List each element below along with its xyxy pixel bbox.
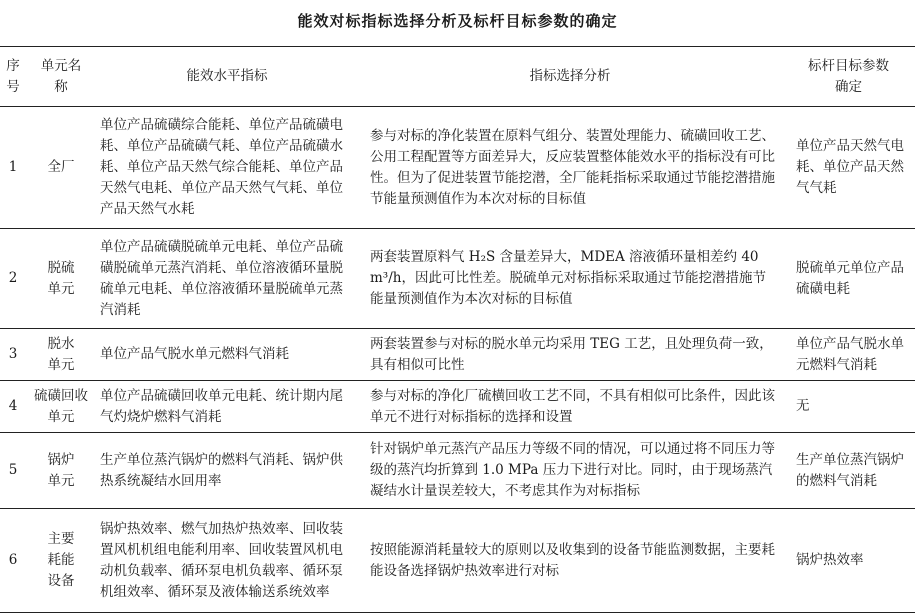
row-analysis: 按照能源消耗量较大的原则以及收集到的设备节能监测数据，主要耗能设备选择锅炉热效率进行对标 — [358, 509, 782, 613]
table-row — [0, 509, 915, 613]
row-no: 4 — [0, 381, 26, 433]
table-row — [0, 107, 915, 229]
header-no: 序号 — [0, 47, 26, 107]
row-no: 5 — [0, 433, 26, 509]
row-target: 无 — [782, 381, 915, 433]
table-row — [0, 329, 915, 381]
row-analysis: 针对锅炉单元蒸汽产品压力等级不同的情况，可以通过将不同压力等级的蒸汽均折算到 1.0 MPa 压力下进行对比。同时，由于现场蒸汽凝结水计量误差较大，不考虑其作为对标指标 — [358, 433, 782, 509]
row-no: 6 — [0, 509, 26, 613]
header-indicator: 能效水平指标 — [96, 47, 358, 107]
row-target: 单位产品气脱水单元燃料气消耗 — [782, 329, 915, 381]
row-indicator: 单位产品硫磺回收单元电耗、统计期内尾气灼烧炉燃料气消耗 — [96, 381, 358, 433]
row-unit: 全厂 — [26, 107, 96, 229]
table-row — [0, 381, 915, 433]
row-analysis: 两套装置参与对标的脱水单元均采用 TEG 工艺，且处理负荷一致，具有相似可比性 — [358, 329, 782, 381]
row-unit: 脱水单元 — [26, 329, 96, 381]
row-no: 1 — [0, 107, 26, 229]
row-target: 脱硫单元单位产品硫磺电耗 — [782, 229, 915, 329]
row-indicator: 生产单位蒸汽锅炉的燃料气消耗、锅炉供热系统凝结水回用率 — [96, 433, 358, 509]
row-unit: 锅炉单元 — [26, 433, 96, 509]
row-target: 生产单位蒸汽锅炉的燃料气消耗 — [782, 433, 915, 509]
row-indicator: 锅炉热效率、燃气加热炉热效率、回收装置风机机组电能利用率、回收装置风机电动机负载率、循环泵电机负载率、循环泵机组效率、循环泵及液体输送系统效率 — [96, 509, 358, 613]
benchmark-table — [0, 46, 915, 613]
row-indicator: 单位产品硫磺综合能耗、单位产品硫磺电耗、单位产品硫磺气耗、单位产品硫磺水耗、单位产品天然气综合能耗、单位产品天然气电耗、单位产品天然气气耗、单位产品天然气水耗 — [96, 107, 358, 229]
row-indicator: 单位产品气脱水单元燃料气消耗 — [96, 329, 358, 381]
table-row — [0, 229, 915, 329]
row-analysis: 两套装置原料气 H₂S 含量差异大，MDEA 溶液循环量相差约 40 m³/h，因此可比性差。脱硫单元对标指标采取通过节能挖潜措施节能量预测值作为本次对标的目标值 — [358, 229, 782, 329]
row-no: 3 — [0, 329, 26, 381]
table-row — [0, 433, 915, 509]
row-no: 2 — [0, 229, 26, 329]
row-unit: 硫磺回收单元 — [26, 381, 96, 433]
row-indicator: 单位产品硫磺脱硫单元电耗、单位产品硫磺脱硫单元蒸汽消耗、单位溶液循环量脱硫单元电耗、单位溶液循环量脱硫单元蒸汽消耗 — [96, 229, 358, 329]
header-analysis: 指标选择分析 — [358, 47, 782, 107]
row-analysis: 参与对标的净化装置在原料气组分、装置处理能力、硫磺回收工艺、公用工程配置等方面差异大，反应装置整体能效水平的指标没有可比性。但为了促进装置节能挖潜，全厂能耗指标采取通过节能挖潜措施节能量预测值作为本次对标的目标值 — [358, 107, 782, 229]
row-target: 锅炉热效率 — [782, 509, 915, 613]
table-title: 能效对标指标选择分析及标杆目标参数的确定 — [297, 12, 618, 30]
row-target: 单位产品天然气电耗、单位产品天然气气耗 — [782, 107, 915, 229]
row-unit: 脱硫单元 — [26, 229, 96, 329]
row-analysis: 参与对标的净化厂硫横回收工艺不同，不具有相似可比条件，因此该单元不进行对标指标的选择和设置 — [358, 381, 782, 433]
header-row — [0, 47, 915, 107]
header-unit: 单元名称 — [26, 47, 96, 107]
row-unit: 主要耗能设备 — [26, 509, 96, 613]
header-target: 标杆目标参数确定 — [782, 47, 915, 107]
